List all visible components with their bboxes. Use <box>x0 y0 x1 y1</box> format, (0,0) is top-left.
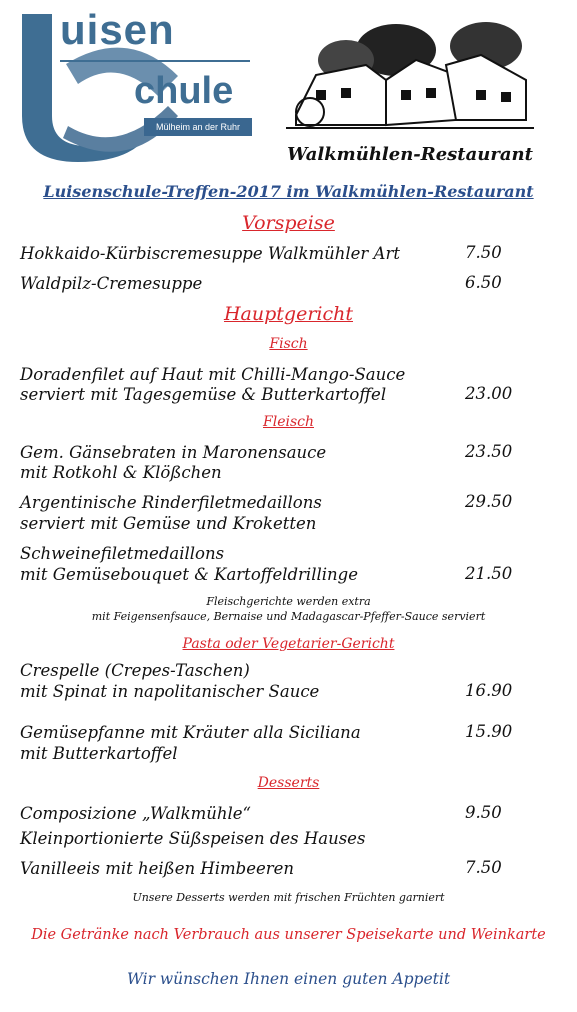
heading-fleisch: Fleisch <box>263 414 314 430</box>
menu-item-line2: mit Rotkohl & Klößchen <box>20 463 222 482</box>
fleisch-note-line1: Fleischgerichte werden extra <box>206 595 371 608</box>
dessert-note: Unsere Desserts werden mit frischen Früchten garniert <box>132 891 445 904</box>
logo-divider <box>60 60 250 62</box>
menu-price: 7.50 <box>465 243 502 262</box>
menu-item-line1: Argentinische Rinderfiletmedaillons <box>20 493 322 512</box>
fleisch-note-line2: mit Feigensenfsauce, Bernaise und Madagascar-Pfeffer-Sauce serviert <box>91 610 486 623</box>
menu-item: Vanilleeis mit heißen Himbeeren <box>20 859 295 878</box>
menu-item-line1: Gemüsepfanne mit Kräuter alla Siciliana <box>20 723 361 742</box>
menu-price: 6.50 <box>465 273 502 292</box>
heading-pasta: Pasta oder Vegetarier-Gericht <box>182 636 395 652</box>
menu-price: 16.90 <box>465 681 513 700</box>
menu-item-line2: serviert mit Gemüse und Kroketten <box>20 514 317 533</box>
menu-item-line2: mit Gemüsebouquet & Kartoffeldrillinge <box>20 565 358 584</box>
menu-price: 23.50 <box>465 442 513 461</box>
logo-subtitle: Mülheim an der Ruhr <box>144 118 252 136</box>
menu-price: 29.50 <box>465 492 513 511</box>
menu-item-line2: serviert mit Tagesgemüse & Butterkartoffel <box>20 385 387 404</box>
menu-item: Waldpilz-Cremesuppe <box>20 274 203 293</box>
mill-drawing-icon <box>286 20 534 138</box>
menu-item: Hokkaido-Kürbiscremesuppe Walkmühler Art <box>20 244 400 263</box>
menu-item-line2: mit Spinat in napolitanischer Sauce <box>20 682 320 701</box>
menu-price: 21.50 <box>465 564 513 583</box>
menu-item-line1: Crespelle (Crepes-Taschen) <box>20 661 250 680</box>
menu-price: 7.50 <box>465 858 502 877</box>
heading-hauptgericht: Hauptgericht <box>223 303 353 325</box>
restaurant-logo <box>286 20 534 170</box>
menu-item-line1: Gem. Gänsebraten in Maronensauce <box>20 443 327 462</box>
drinks-note: Die Getränke nach Verbrauch aus unserer Speisekarte und Weinkarte <box>31 927 546 943</box>
heading-desserts: Desserts <box>257 775 320 791</box>
restaurant-name: Walkmühlen-Restaurant <box>287 144 533 165</box>
menu-item-line2: mit Butterkartoffel <box>20 744 178 763</box>
menu-price: 15.90 <box>465 722 513 741</box>
logo-text-bottom: chule <box>134 70 234 112</box>
menu-item-line1: Schweinefiletmedaillons <box>20 544 225 563</box>
appetit-note: Wir wünschen Ihnen einen guten Appetit <box>126 970 451 988</box>
heading-fisch: Fisch <box>269 336 308 352</box>
heading-vorspeise: Vorspeise <box>242 212 335 234</box>
page-title: Luisenschule-Treffen-2017 im Walkmühlen-Restaurant <box>43 182 534 201</box>
menu-item-line2: Kleinportionierte Süßspeisen des Hauses <box>20 829 366 848</box>
menu-item-line1: Doradenfilet auf Haut mit Chilli-Mango-Sauce <box>20 365 406 384</box>
menu-price: 23.00 <box>465 384 513 403</box>
menu-price: 9.50 <box>465 803 502 822</box>
school-logo <box>8 6 254 162</box>
menu-item-line1: Composizione „Walkmühle“ <box>20 804 251 823</box>
logo-text-top: uisen <box>60 6 175 53</box>
